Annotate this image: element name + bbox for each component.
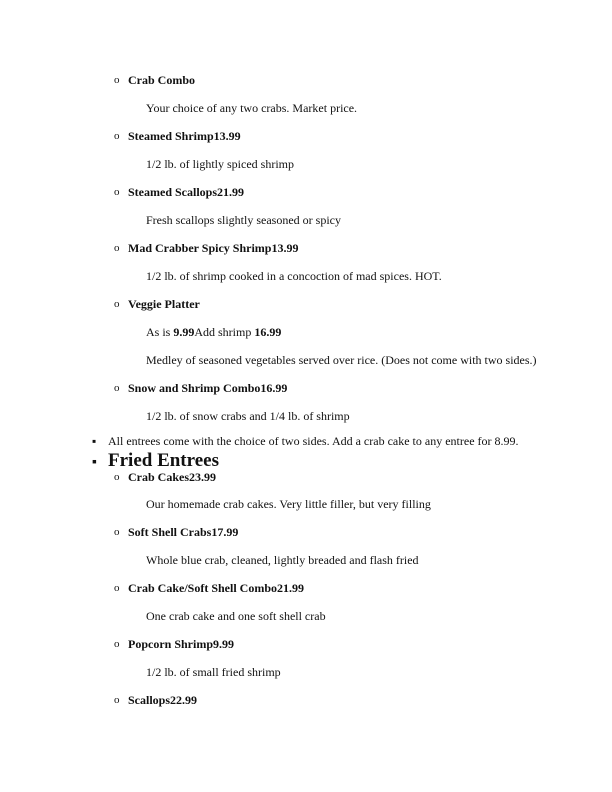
item-name: Soft Shell Crabs	[128, 525, 212, 539]
item-description: 1/2 lb. of snow crabs and 1/4 lb. of shrimp	[146, 409, 350, 423]
hollow-bullet-icon: o	[114, 186, 120, 198]
item-price: 22.99	[170, 693, 198, 707]
item-name: Crab Combo	[128, 73, 196, 87]
menu-item-mad-crabber-spicy-shrimp	[114, 241, 299, 255]
menu-item-crab-cakes	[114, 470, 217, 484]
item-description: Whole blue crab, cleaned, lightly breaded and flash fried	[146, 553, 419, 567]
item-description: Fresh scallops slightly seasoned or spicy	[146, 213, 341, 227]
item-name: Scallops	[128, 693, 171, 707]
price-option-value: 16.99	[254, 325, 282, 339]
hollow-bullet-icon: o	[114, 638, 120, 650]
item-description: 1/2 lb. of shrimp cooked in a concoction of mad spices. HOT.	[146, 269, 442, 283]
hollow-bullet-icon: o	[114, 130, 120, 142]
item-description: Your choice of any two crabs. Market price.	[146, 101, 358, 115]
section-title: Fried Entrees	[108, 450, 219, 471]
item-name: Mad Crabber Spicy Shrimp	[128, 241, 272, 255]
item-price: 17.99	[211, 525, 239, 539]
item-description: Our homemade crab cakes. Very little filler, but very filling	[146, 497, 431, 511]
item-price: 13.99	[271, 241, 299, 255]
item-price: 13.99	[213, 129, 241, 143]
menu-item-scallops	[114, 693, 198, 707]
entree-sides-note	[92, 434, 519, 448]
hollow-bullet-icon: o	[114, 298, 120, 310]
section-heading-fried-entrees	[92, 450, 219, 471]
item-price: 21.99	[217, 185, 245, 199]
note-text: All entrees come with the choice of two sides. Add a crab cake to any entree for 8.99.	[108, 434, 519, 448]
item-price: 9.99	[213, 637, 235, 651]
menu-item-crab-cake-soft-shell-combo	[114, 581, 305, 595]
price-option-label: Add shrimp	[194, 325, 255, 339]
hollow-bullet-icon: o	[114, 74, 120, 86]
menu-item-steamed-scallops	[114, 185, 245, 199]
item-description: 1/2 lb. of small fried shrimp	[146, 665, 281, 679]
item-name: Steamed Scallops	[128, 185, 218, 199]
menu-item-crab-combo	[114, 73, 196, 87]
item-name: Popcorn Shrimp	[128, 637, 214, 651]
item-name: Snow and Shrimp Combo	[128, 381, 261, 395]
item-description: 1/2 lb. of lightly spiced shrimp	[146, 157, 294, 171]
menu-item-veggie-platter	[114, 297, 200, 311]
menu-item-popcorn-shrimp	[114, 637, 235, 651]
price-option-value: 9.99	[173, 325, 195, 339]
item-name: Crab Cakes	[128, 470, 190, 484]
item-name: Veggie Platter	[128, 297, 200, 311]
item-price-options	[146, 325, 281, 339]
hollow-bullet-icon: o	[114, 242, 120, 254]
item-price: 23.99	[189, 470, 217, 484]
square-bullet-icon: ▪	[92, 434, 97, 448]
hollow-bullet-icon: o	[114, 382, 120, 394]
hollow-bullet-icon: o	[114, 526, 120, 538]
price-option-label: As is	[146, 325, 174, 339]
menu-item-soft-shell-crabs	[114, 525, 239, 539]
item-price: 16.99	[260, 381, 288, 395]
item-name: Steamed Shrimp	[128, 129, 214, 143]
item-description: One crab cake and one soft shell crab	[146, 609, 326, 623]
hollow-bullet-icon: o	[114, 582, 120, 594]
menu-item-steamed-shrimp	[114, 129, 241, 143]
item-description: Medley of seasoned vegetables served over rice. (Does not come with two sides.)	[146, 353, 537, 367]
item-price: 21.99	[277, 581, 305, 595]
item-name: Crab Cake/Soft Shell Combo	[128, 581, 278, 595]
square-bullet-icon: ▪	[92, 455, 97, 470]
menu-item-snow-and-shrimp-combo	[114, 381, 288, 395]
hollow-bullet-icon: o	[114, 471, 120, 483]
hollow-bullet-icon: o	[114, 694, 120, 706]
